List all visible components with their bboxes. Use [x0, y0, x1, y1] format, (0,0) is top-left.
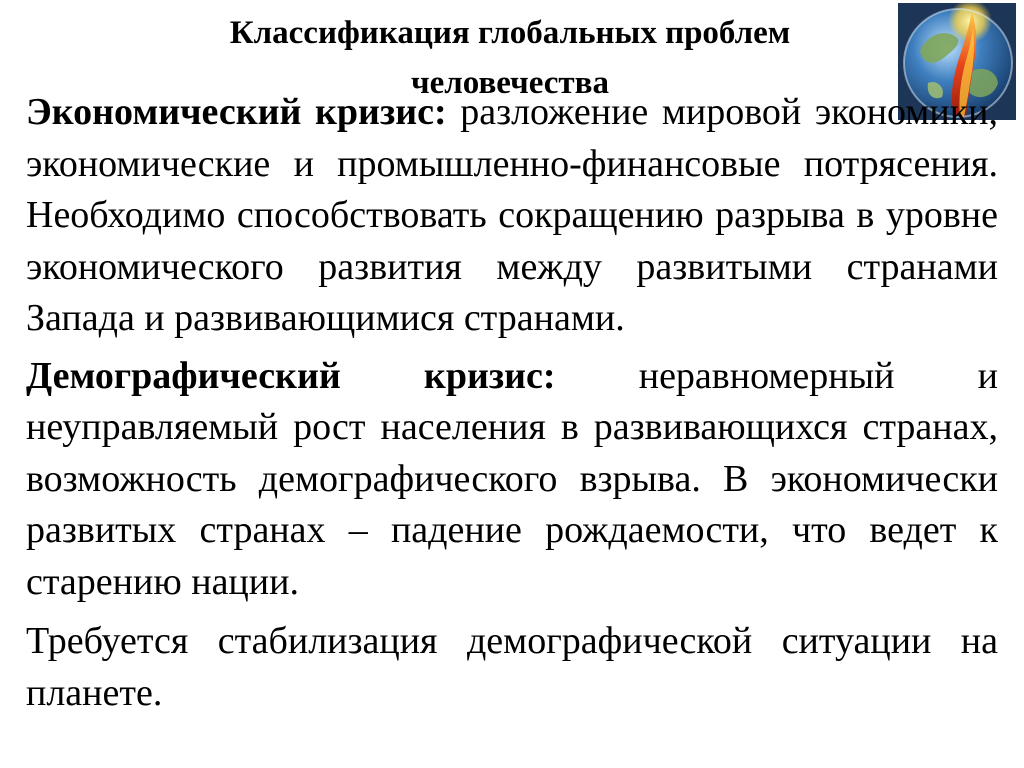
slide-title: Классификация глобальных проблем человечества — [229, 15, 791, 101]
slide-body — [26, 87, 998, 719]
paragraph-demographic-crisis — [26, 351, 998, 609]
text-stabilization: Требуется стабилизация демографической ситуации на планете. — [26, 620, 998, 714]
text-economic-crisis: разложение мировой экономики, экономические и промышленно-финансовые потрясения. Необходимо способствовать сокращению разрыва в уровне экономического развития между развитыми странами Запада и развивающимися странами. — [26, 91, 998, 339]
term-economic-crisis: Экономический кризис: — [26, 91, 447, 133]
term-demographic-crisis: Демографический кризис: — [26, 354, 556, 397]
text-demographic-crisis: неравномерный и неуправляемый рост населения в развивающихся странах, возможность демографического взрыва. В экономически развитых странах – падение рождаемости, что ведет к старению нации. — [26, 354, 998, 603]
paragraph-stabilization — [26, 616, 998, 719]
paragraph-economic-crisis — [26, 87, 998, 345]
